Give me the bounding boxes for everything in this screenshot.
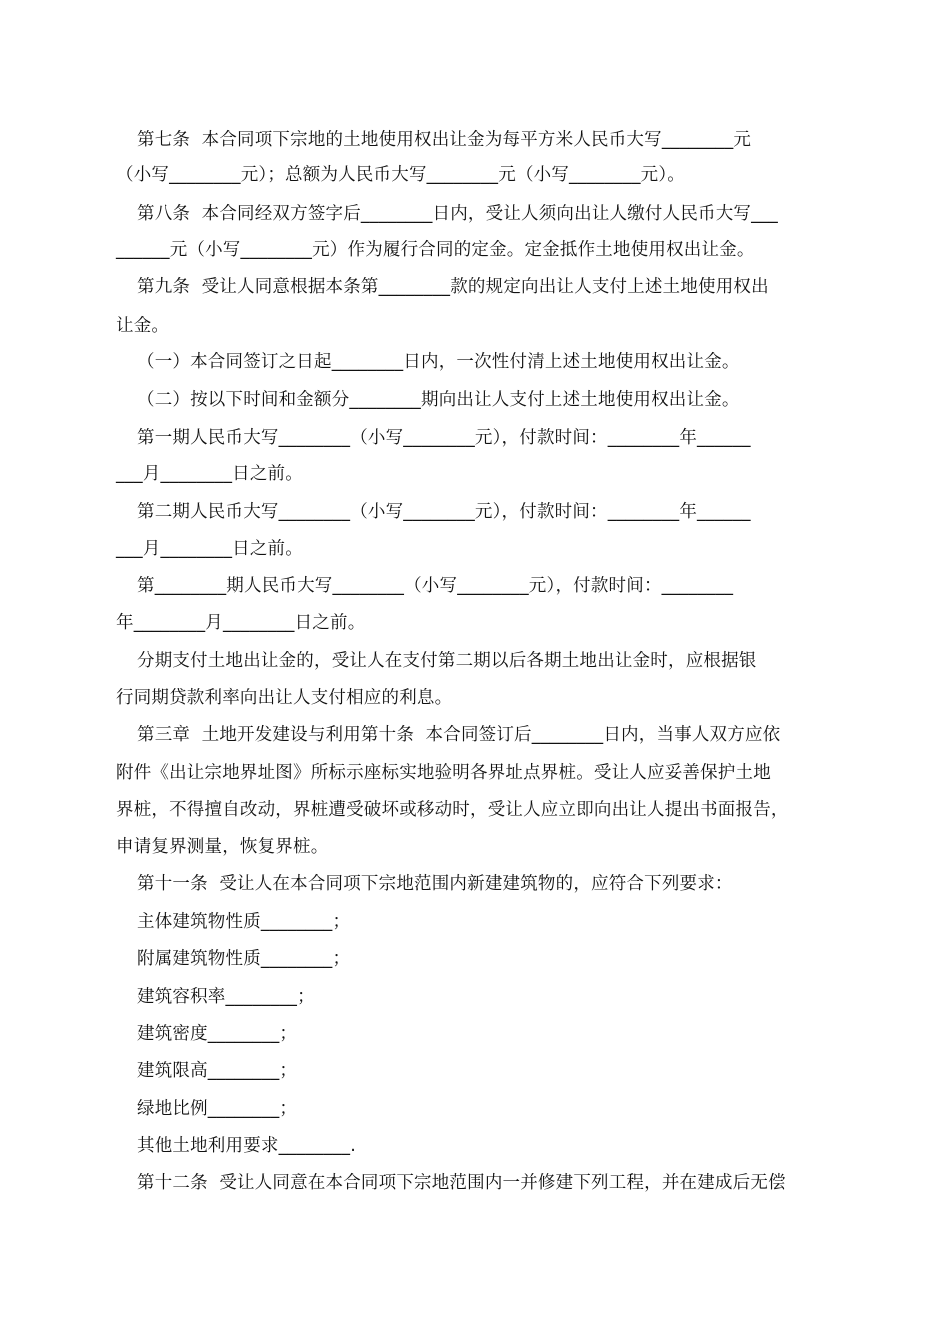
- installment-1-line-1: 第一期人民币大写________（小写________元），付款时间：________年______: [137, 428, 751, 448]
- article-9-line-2: 让金。: [116, 316, 170, 336]
- installment-n-line-2: 年________月________日之前。: [116, 613, 366, 633]
- article-9-line-1: 第九条 受让人同意根据本条第________款的规定向出让人支付上述土地使用权出: [137, 277, 769, 297]
- requirement-main-building: 主体建筑物性质________；: [137, 912, 351, 932]
- installment-2-line-1: 第二期人民币大写________（小写________元），付款时间：________年______: [137, 502, 751, 522]
- article-8-line-2: ______元（小写________元）作为履行合同的定金。定金抵作土地使用权出让金。: [116, 240, 755, 260]
- requirement-auxiliary-building: 附属建筑物性质________；: [137, 949, 351, 969]
- clause-2: （二）按以下时间和金额分________期向出让人支付上述土地使用权出让金。: [137, 390, 740, 410]
- article-8-line-1: 第八条 本合同经双方签字后________日内，受让人须向出让人缴付人民币大写___: [137, 204, 778, 224]
- article-7-line-2: （小写________元）；总额为人民币大写________元（小写________元）。: [116, 165, 685, 185]
- requirement-green-ratio: 绿地比例________；: [137, 1099, 298, 1119]
- requirement-building-density: 建筑密度________；: [137, 1024, 298, 1044]
- article-10-line-4: 申请复界测量，恢复界桩。: [116, 837, 329, 857]
- installment-1-line-2: ___月________日之前。: [116, 464, 303, 484]
- chapter-3-article-10-line-1: 第三章 土地开发建设与利用第十条 本合同签订后________日内，当事人双方应依: [137, 725, 781, 745]
- requirement-other: 其他土地利用要求________.: [137, 1136, 356, 1156]
- interest-line-1: 分期支付土地出让金的，受让人在支付第二期以后各期土地出让金时，应根据银: [137, 651, 757, 671]
- article-12-line-1: 第十二条 受让人同意在本合同项下宗地范围内一并修建下列工程，并在建成后无偿: [137, 1173, 786, 1193]
- requirement-floor-area-ratio: 建筑容积率________；: [137, 987, 315, 1007]
- article-11: 第十一条 受让人在本合同项下宗地范围内新建建筑物的，应符合下列要求：: [137, 874, 733, 894]
- article-10-line-3: 界桩，不得擅自改动，界桩遭受破坏或移动时，受让人应立即向出让人提出书面报告，: [116, 800, 789, 820]
- clause-1: （一）本合同签订之日起________日内，一次性付清上述土地使用权出让金。: [137, 352, 740, 372]
- installment-n-line-1: 第________期人民币大写________（小写________元），付款时间：________: [137, 576, 734, 596]
- installment-2-line-2: ___月________日之前。: [116, 539, 303, 559]
- interest-line-2: 行同期贷款利率向出让人支付相应的利息。: [116, 688, 453, 708]
- requirement-height-limit: 建筑限高________；: [137, 1061, 298, 1081]
- article-10-line-2: 附件《出让宗地界址图》所标示座标实地验明各界址点界桩。受让人应妥善保护土地: [116, 763, 771, 783]
- article-7-line-1: 第七条 本合同项下宗地的土地使用权出让金为每平方米人民币大写________元: [137, 130, 752, 150]
